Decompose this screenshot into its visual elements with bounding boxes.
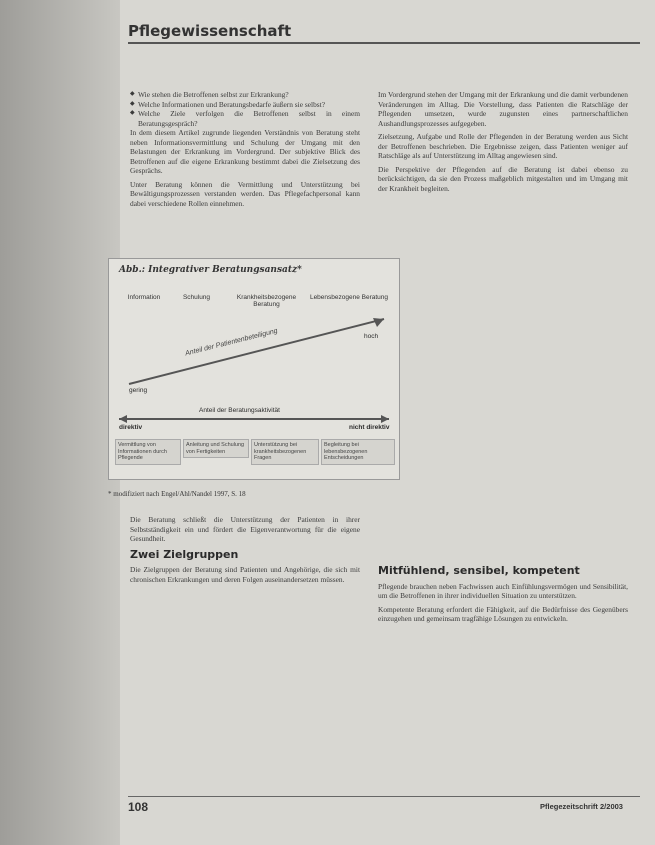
description-box: Unterstützung bei krankheitsbezogenen Fragen [251, 439, 319, 465]
right-column-bottom [378, 560, 628, 628]
arrow-label: Anteil der Patientenbeteiligung [184, 327, 279, 358]
right-end-label: nicht direktiv [349, 424, 390, 431]
axis-label: Anteil der Beratungsaktivität [199, 407, 280, 414]
low-label: gering [129, 387, 148, 394]
section-heading: Mitfühlend, sensibel, kompetent [378, 564, 580, 577]
page-edge-shadow [0, 0, 120, 845]
list-item: ◆ Welche Ziele verfolgen die Betroffenen selbst in einem Beratungsgespräch? [130, 109, 360, 128]
category-label: Krankheitsbezogene Beratung [236, 294, 297, 308]
axis-arrow-left-icon [119, 415, 127, 423]
list-item: ◆ Welche Informationen und Beratungsbedarfe äußern sie selbst? [130, 100, 360, 110]
participation-arrow-line [129, 319, 384, 384]
category-label: Information [127, 294, 161, 301]
integrative-counselling-figure [108, 258, 400, 480]
axis-arrow-right-icon [381, 415, 389, 423]
paragraph: Im Vordergrund stehen der Umgang mit der Erkrankung und die damit verbundenen Veränderungen im Alltag. Die Vorstellung, dass Patienten die Ratschläge der Pflegenden umsetzen, wurde zugunsten eines partnerschaftlichen Aushandlungsprozesses aufgegeben. [378, 90, 628, 128]
high-label: hoch [364, 333, 379, 340]
left-end-label: direktiv [119, 424, 143, 431]
publication-name: Pflegezeitschrift 2/2003 [540, 802, 623, 811]
figure-title: Abb.: Integrativer Beratungsansatz* [119, 265, 302, 275]
section-heading: Zwei Zielgruppen [130, 547, 239, 561]
footer-rule [128, 796, 640, 797]
header-rule [128, 42, 640, 44]
question-list [130, 90, 360, 128]
category-label: Lebensbezogene Beratung [309, 294, 389, 301]
left-column-top [130, 90, 360, 212]
list-item: ◆ Wie stehen die Betroffenen selbst zur Erkrankung? [130, 90, 360, 100]
description-box: Anleitung und Schulung von Fertigkeiten [183, 439, 249, 458]
arrow-head-icon [373, 318, 384, 327]
page-number: 108 [128, 800, 149, 814]
paragraph: Zielsetzung, Aufgabe und Rolle der Pflegenden in der Beratung werden aus Sicht der Betroffenen beschrieben. Die Ergebnisse zeigen, dass Patienten weniger auf Ratschläge als auf Unterstützung im Alltag angewiesen sind. [378, 132, 628, 160]
paragraph: Unter Beratung können die Vermittlung und Unterstützung bei Bewältigungsprozessen verstanden werden. Das Pflegefachpersonal kann dabei verschiedene Rollen einnehmen. [130, 179, 360, 208]
page-header-title: Pflegewissenschaft [128, 22, 292, 40]
description-box: Begleitung bei lebensbezogenen Entscheidungen [321, 439, 395, 465]
category-label: Schulung [182, 294, 211, 301]
paragraph: Die Beratung schließt die Unterstützung der Patienten in ihrer Selbstständigkeit ein und fördert die Eigenverantwortung für die eigene Gesundheit. [130, 515, 360, 543]
paragraph: Die Perspektive der Pflegenden auf die Beratung ist dabei ebenso zu berücksichtigen, da sie den Prozess maßgeblich mitgestalten und im Umgang mit der Krankheit begleiten. [378, 164, 628, 193]
description-box: Vermittlung von Informationen durch Pflegende [115, 439, 181, 465]
paragraph: Pflegende brauchen neben Fachwissen auch Einfühlungsvermögen und Sensibilität, um die Betroffenen in ihrer individuellen Situation zu unterstützen. [378, 581, 628, 600]
left-column-bottom [130, 515, 360, 588]
paragraph: Kompetente Beratung erfordert die Fähigkeit, auf die Bedürfnisse des Gegenübers einzugehen und gemeinsam tragfähige Lösungen zu entwickeln. [378, 604, 628, 623]
right-column-top [378, 90, 628, 197]
paragraph: In dem diesem Artikel zugrunde liegenden Verständnis von Beratung steht neben Informationsvermittlung und Schulung der Umgang mit den Belastungen der Erkrankung im Vordergrund. Der subjektive Blick des Betroffenen auf die eigene Erkrankung bestimmt dabei die Zielsetzung des Gesprächs. [130, 128, 360, 175]
figure-caption: * modifiziert nach Engel/Ahl/Nandel 1997, S. 18 [108, 490, 246, 498]
paragraph: Die Zielgruppen der Beratung sind Patienten und Angehörige, die sich mit chronischen Erkrankungen und deren Folgen auseinandersetzen müssen. [130, 565, 360, 584]
